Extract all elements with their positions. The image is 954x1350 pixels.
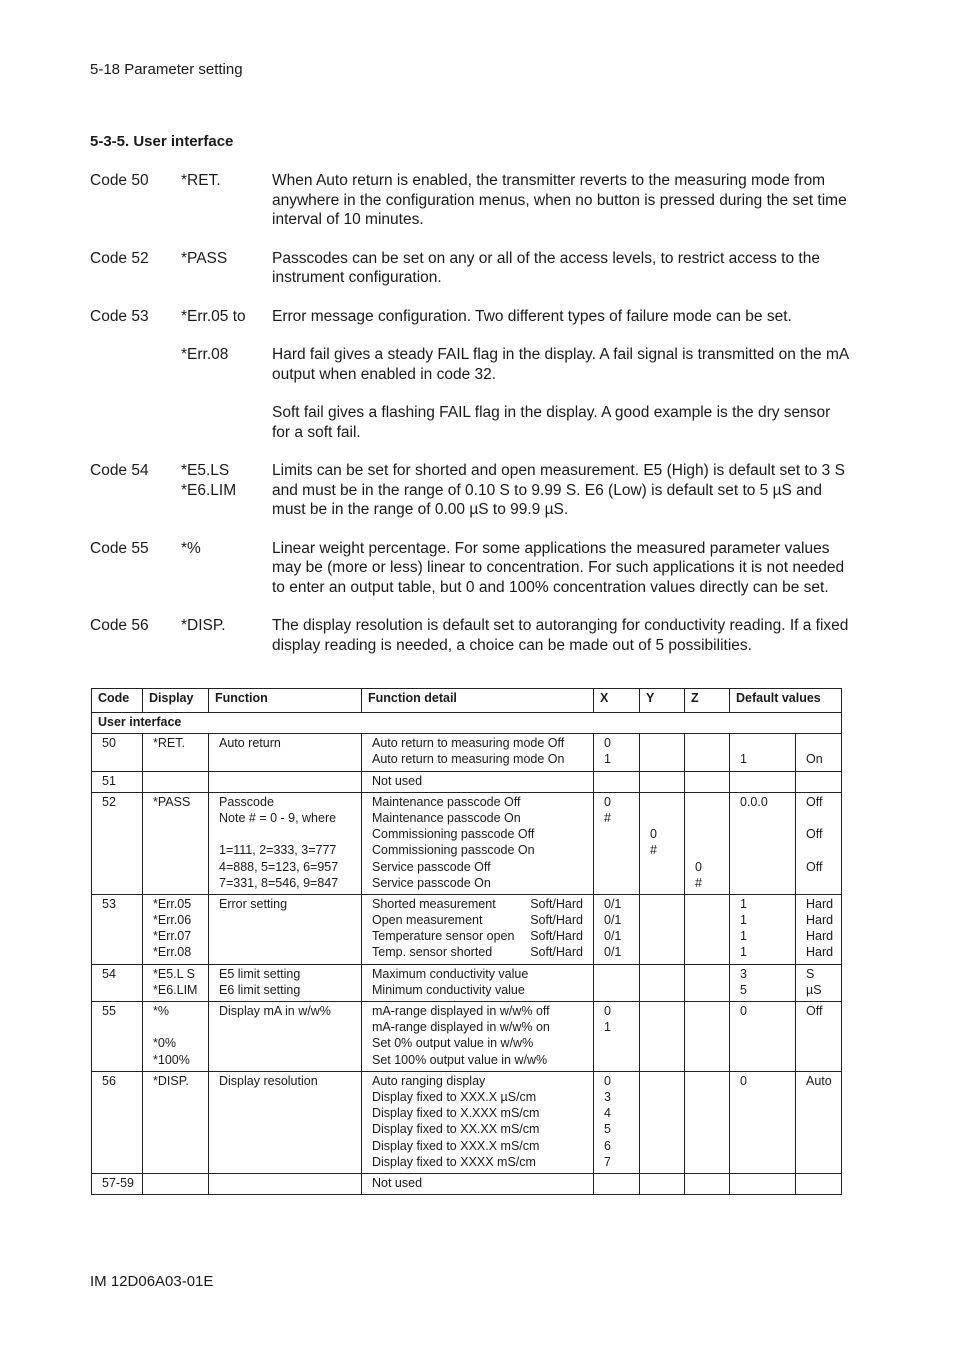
cell-line: *100% bbox=[153, 1052, 190, 1067]
table-header-row bbox=[92, 689, 842, 713]
detail-text: Maintenance passcode On bbox=[372, 810, 521, 825]
cell-line: Note # = 0 - 9, where bbox=[219, 810, 337, 825]
cell-z bbox=[685, 964, 730, 1001]
cell-detail bbox=[362, 964, 594, 1001]
detail-line bbox=[372, 1073, 587, 1089]
cell-z bbox=[685, 1173, 730, 1194]
table-section-label: User interface bbox=[92, 713, 842, 734]
column-header: Function bbox=[209, 689, 362, 713]
cell-line: *DISP. bbox=[153, 1073, 189, 1088]
detail-line bbox=[372, 1105, 587, 1121]
cell-y bbox=[640, 792, 685, 894]
cell-line: 53 bbox=[102, 896, 116, 911]
cell-line: *PASS bbox=[153, 794, 191, 809]
detail-line bbox=[372, 928, 587, 944]
cell-line: 50 bbox=[102, 736, 116, 751]
cell-line: 3 bbox=[604, 1089, 611, 1104]
cell-line bbox=[806, 735, 835, 751]
cell-x bbox=[594, 771, 640, 792]
code-entry bbox=[90, 461, 850, 520]
cell-line: Off bbox=[806, 794, 823, 809]
detail-text: Display fixed to XX.XX mS/cm bbox=[372, 1122, 540, 1137]
cell-line: 0 bbox=[604, 1004, 611, 1019]
cell-line bbox=[806, 842, 835, 858]
cell-y bbox=[640, 1071, 685, 1173]
table-row bbox=[92, 734, 842, 771]
cell-def2 bbox=[796, 1071, 842, 1173]
cell-function bbox=[209, 771, 362, 792]
cell-line: Hard bbox=[806, 945, 834, 960]
detail-line bbox=[372, 944, 587, 960]
code-description bbox=[272, 345, 850, 442]
code-description bbox=[272, 539, 850, 598]
code-number: Code 54 bbox=[90, 462, 149, 479]
description-paragraph: Error message configuration. Two different types of failure mode can be set. bbox=[272, 307, 792, 325]
cell-x bbox=[594, 1071, 640, 1173]
cell-line: 56 bbox=[102, 1073, 116, 1088]
cell-y bbox=[640, 771, 685, 792]
detail-line bbox=[372, 912, 587, 928]
detail-text: Set 0% output value in w/w% bbox=[372, 1036, 534, 1051]
cell-line: 1 bbox=[740, 913, 747, 928]
detail-option: Soft/Hard bbox=[530, 896, 583, 911]
cell-line: *0% bbox=[153, 1036, 176, 1051]
cell-line: Error setting bbox=[219, 896, 288, 911]
description-paragraph: The display resolution is default set to autoranging for conductivity reading. If a fixed display reading is needed, a choice can be made out of 5 possibilities. bbox=[272, 617, 849, 654]
cell-line: Hard bbox=[806, 913, 834, 928]
cell-line: # bbox=[604, 810, 611, 825]
code-description bbox=[272, 249, 850, 288]
cell-line: *% bbox=[153, 1004, 169, 1019]
detail-line bbox=[372, 1175, 587, 1191]
cell-x bbox=[594, 894, 640, 964]
cell-line: *RET. bbox=[153, 736, 185, 751]
cell-line bbox=[695, 826, 723, 842]
cell-display bbox=[143, 1071, 209, 1173]
cell-line: Passcode bbox=[219, 794, 274, 809]
cell-z bbox=[685, 894, 730, 964]
cell-line: 54 bbox=[102, 966, 116, 981]
detail-line bbox=[372, 875, 587, 891]
detail-line bbox=[372, 773, 587, 789]
detail-text: Auto return to measuring mode Off bbox=[372, 736, 565, 751]
code-key: *RET. bbox=[181, 172, 221, 189]
cell-function bbox=[209, 1002, 362, 1072]
cell-def1 bbox=[730, 964, 796, 1001]
cell-line: Hard bbox=[806, 896, 834, 911]
cell-line: *Err.08 bbox=[153, 945, 192, 960]
detail-text: mA-range displayed in w/w% on bbox=[372, 1020, 550, 1035]
cell-line: Display resolution bbox=[219, 1073, 318, 1088]
detail-line bbox=[372, 1121, 587, 1137]
cell-y bbox=[640, 1173, 685, 1194]
detail-text: Display fixed to XXXX mS/cm bbox=[372, 1154, 536, 1169]
detail-line bbox=[372, 735, 587, 751]
cell-line: 0 bbox=[604, 794, 611, 809]
detail-text: Open measurement bbox=[372, 913, 483, 928]
cell-line: 0 bbox=[740, 1004, 747, 1019]
detail-line bbox=[372, 1089, 587, 1105]
cell-def1 bbox=[730, 792, 796, 894]
description-paragraph: When Auto return is enabled, the transmitter reverts to the measuring mode from anywhere in the configuration menus, when no button is pressed during the set time interval of 10 minutes. bbox=[272, 172, 847, 228]
cell-display bbox=[143, 1173, 209, 1194]
cell-line: Off bbox=[806, 827, 823, 842]
cell-x bbox=[594, 1002, 640, 1072]
cell-def2 bbox=[796, 1173, 842, 1194]
detail-text: Minimum conductivity value bbox=[372, 982, 525, 997]
cell-line: S bbox=[806, 966, 815, 981]
description-paragraph: Passcodes can be set on any or all of the access levels, to restrict access to the instrument configuration. bbox=[272, 249, 820, 286]
column-header: X bbox=[594, 689, 640, 713]
cell-line: E6 limit setting bbox=[219, 982, 301, 997]
cell-line: *Err.07 bbox=[153, 929, 192, 944]
cell-def1 bbox=[730, 1173, 796, 1194]
cell-display bbox=[143, 894, 209, 964]
code-description bbox=[272, 307, 850, 327]
cell-line: 0/1 bbox=[604, 913, 622, 928]
detail-text: Display fixed to X.XXX mS/cm bbox=[372, 1106, 540, 1121]
cell-def2 bbox=[796, 964, 842, 1001]
table-row bbox=[92, 1071, 842, 1173]
code-number: Code 56 bbox=[90, 617, 149, 634]
cell-line: 5 bbox=[604, 1122, 611, 1137]
cell-x bbox=[594, 1173, 640, 1194]
cell-line: 55 bbox=[102, 1004, 116, 1019]
cell-y bbox=[640, 734, 685, 771]
code-key: *E5.LS *E6.LIM bbox=[181, 462, 237, 499]
cell-line: 3 bbox=[740, 966, 747, 981]
cell-def2 bbox=[796, 771, 842, 792]
description-paragraph: Linear weight percentage. For some applications the measured parameter values may be (more or less) linear to concentration. For such applications it is not needed to enter an output table, but 0 and 100% concentration values directly can be set. bbox=[272, 539, 845, 596]
cell-display bbox=[143, 964, 209, 1001]
cell-line: 6 bbox=[604, 1138, 611, 1153]
cell-line: 1 bbox=[740, 945, 747, 960]
detail-line bbox=[372, 1154, 587, 1170]
table-section-row bbox=[92, 713, 842, 734]
cell-line: Auto bbox=[806, 1073, 832, 1088]
cell-def2 bbox=[796, 734, 842, 771]
cell-line: # bbox=[695, 875, 702, 890]
cell-x bbox=[594, 734, 640, 771]
detail-line bbox=[372, 966, 587, 982]
table-row bbox=[92, 792, 842, 894]
cell-line: 1 bbox=[740, 752, 747, 767]
cell-detail bbox=[362, 771, 594, 792]
detail-text: Temp. sensor shorted bbox=[372, 945, 493, 960]
detail-text: Temperature sensor open bbox=[372, 929, 515, 944]
detail-option: Soft/Hard bbox=[530, 929, 583, 944]
cell-line: 0 bbox=[604, 1073, 611, 1088]
detail-option: Soft/Hard bbox=[530, 913, 583, 928]
cell-line: 1 bbox=[604, 752, 611, 767]
table-row bbox=[92, 771, 842, 792]
column-header: Code bbox=[92, 689, 143, 713]
detail-text: Display fixed to XXX.X mS/cm bbox=[372, 1138, 540, 1153]
cell-function bbox=[209, 1071, 362, 1173]
detail-text: Commissioning passcode On bbox=[372, 843, 535, 858]
cell-def1 bbox=[730, 771, 796, 792]
cell-line: Auto return bbox=[219, 736, 281, 751]
cell-line: 0/1 bbox=[604, 896, 622, 911]
cell-line: 0 bbox=[604, 736, 611, 751]
table-row bbox=[92, 1002, 842, 1072]
column-header: Y bbox=[640, 689, 685, 713]
detail-text: mA-range displayed in w/w% off bbox=[372, 1004, 550, 1019]
cell-def2 bbox=[796, 894, 842, 964]
parameter-table bbox=[91, 688, 842, 1195]
detail-text: Shorted measurement bbox=[372, 896, 496, 911]
cell-code bbox=[92, 894, 143, 964]
detail-text: Maximum conductivity value bbox=[372, 966, 529, 981]
cell-code bbox=[92, 1071, 143, 1173]
cell-line bbox=[695, 810, 723, 826]
cell-detail bbox=[362, 792, 594, 894]
table-row bbox=[92, 1173, 842, 1194]
code-number: Code 52 bbox=[90, 249, 149, 267]
cell-line: 7 bbox=[604, 1154, 611, 1169]
cell-z bbox=[685, 1071, 730, 1173]
detail-text: Auto return to measuring mode On bbox=[372, 752, 565, 767]
table-row bbox=[92, 964, 842, 1001]
cell-line: 0/1 bbox=[604, 945, 622, 960]
code-key: *Err.08 bbox=[181, 346, 229, 363]
cell-def1 bbox=[730, 1071, 796, 1173]
cell-line bbox=[806, 810, 835, 826]
cell-function bbox=[209, 734, 362, 771]
cell-z bbox=[685, 792, 730, 894]
cell-line: 1=111, 2=333, 3=777 bbox=[219, 843, 337, 858]
table-row bbox=[92, 894, 842, 964]
cell-code bbox=[92, 734, 143, 771]
column-header: Z bbox=[685, 689, 730, 713]
code-entry bbox=[90, 171, 850, 230]
cell-line bbox=[153, 1019, 202, 1035]
detail-text: Service passcode On bbox=[372, 875, 491, 890]
cell-code bbox=[92, 1002, 143, 1072]
code-entry bbox=[90, 539, 850, 598]
cell-line: 0 bbox=[695, 859, 702, 874]
detail-line bbox=[372, 794, 587, 810]
cell-display bbox=[143, 792, 209, 894]
code-description bbox=[272, 461, 850, 520]
cell-line: 57-59 bbox=[102, 1175, 134, 1190]
detail-line bbox=[372, 810, 587, 826]
cell-display bbox=[143, 734, 209, 771]
cell-line bbox=[650, 810, 678, 826]
detail-line bbox=[372, 842, 587, 858]
description-paragraph: Hard fail gives a steady FAIL flag in the display. A fail signal is transmitted on the mA output when enabled in code 32. bbox=[272, 346, 849, 383]
detail-text: Set 100% output value in w/w% bbox=[372, 1052, 548, 1067]
detail-line bbox=[372, 1019, 587, 1035]
cell-code bbox=[92, 792, 143, 894]
column-header: Default values bbox=[730, 689, 842, 713]
cell-x bbox=[594, 792, 640, 894]
detail-line bbox=[372, 896, 587, 912]
code-entry bbox=[90, 345, 850, 442]
cell-display bbox=[143, 771, 209, 792]
detail-line bbox=[372, 1035, 587, 1051]
cell-line: 0/1 bbox=[604, 929, 622, 944]
cell-z bbox=[685, 1002, 730, 1072]
description-paragraph: Soft fail gives a flashing FAIL flag in the display. A good example is the dry sensor for a soft fail. bbox=[272, 404, 831, 441]
code-key: *Err.05 to bbox=[181, 307, 246, 325]
cell-line bbox=[650, 794, 678, 810]
section-title: 5-3-5. User interface bbox=[90, 133, 234, 150]
cell-line: 7=331, 8=546, 9=847 bbox=[219, 875, 339, 890]
code-key: *% bbox=[181, 539, 201, 557]
cell-line bbox=[740, 735, 789, 751]
code-key: *PASS bbox=[181, 249, 228, 267]
cell-function bbox=[209, 1173, 362, 1194]
cell-line: 1 bbox=[604, 1020, 611, 1035]
cell-detail bbox=[362, 734, 594, 771]
cell-line: 0 bbox=[740, 1073, 747, 1088]
cell-display bbox=[143, 1002, 209, 1072]
cell-detail bbox=[362, 1071, 594, 1173]
detail-text: Display fixed to XXX.X µS/cm bbox=[372, 1089, 537, 1104]
cell-y bbox=[640, 964, 685, 1001]
code-number bbox=[90, 345, 181, 442]
cell-line: 1 bbox=[740, 929, 747, 944]
cell-line: 0.0.0 bbox=[740, 794, 768, 809]
page-header: 5-18 Parameter setting bbox=[90, 61, 243, 78]
cell-z bbox=[685, 771, 730, 792]
detail-line bbox=[372, 1138, 587, 1154]
cell-line: E5 limit setting bbox=[219, 966, 301, 981]
cell-code bbox=[92, 1173, 143, 1194]
detail-text: Maintenance passcode Off bbox=[372, 794, 521, 809]
description-paragraph: Limits can be set for shorted and open measurement. E5 (High) is default set to 3 S and must be in the range of 0.10 S to 9.99 S. E6 (Low) is default set to 5 µS and must be in the range of 0.00 µS to 99.9 µS. bbox=[272, 462, 845, 518]
cell-line: *Err.05 bbox=[153, 896, 192, 911]
cell-line: µS bbox=[806, 982, 822, 997]
cell-def2 bbox=[796, 1002, 842, 1072]
code-description bbox=[272, 616, 850, 655]
detail-text: Auto ranging display bbox=[372, 1073, 486, 1088]
column-header: Function detail bbox=[362, 689, 594, 713]
cell-line: On bbox=[806, 752, 823, 767]
cell-line: Hard bbox=[806, 929, 834, 944]
cell-code bbox=[92, 964, 143, 1001]
code-descriptions bbox=[90, 171, 850, 655]
column-header: Display bbox=[143, 689, 209, 713]
cell-line bbox=[695, 842, 723, 858]
cell-def1 bbox=[730, 894, 796, 964]
cell-line: 4=888, 5=123, 6=957 bbox=[219, 859, 339, 874]
cell-line: 51 bbox=[102, 773, 116, 788]
code-entry bbox=[90, 307, 850, 327]
cell-line: 4 bbox=[604, 1106, 611, 1121]
cell-line bbox=[695, 794, 723, 810]
detail-text: Commissioning passcode Off bbox=[372, 827, 535, 842]
code-number: Code 55 bbox=[90, 539, 149, 557]
cell-function bbox=[209, 964, 362, 1001]
cell-function bbox=[209, 894, 362, 964]
cell-def1 bbox=[730, 734, 796, 771]
detail-text: Service passcode Off bbox=[372, 859, 491, 874]
cell-line: # bbox=[650, 843, 657, 858]
cell-line: 52 bbox=[102, 794, 116, 809]
cell-detail bbox=[362, 1002, 594, 1072]
cell-line: Off bbox=[806, 859, 823, 874]
detail-line bbox=[372, 751, 587, 767]
code-description bbox=[272, 171, 850, 230]
cell-detail bbox=[362, 894, 594, 964]
code-key: *DISP. bbox=[181, 617, 226, 634]
detail-line bbox=[372, 1052, 587, 1068]
detail-text: Not used bbox=[372, 773, 423, 788]
code-number: Code 53 bbox=[90, 307, 149, 325]
cell-line: *Err.06 bbox=[153, 913, 192, 928]
cell-line: 0 bbox=[650, 827, 657, 842]
cell-def1 bbox=[730, 1002, 796, 1072]
code-number: Code 50 bbox=[90, 172, 149, 189]
cell-x bbox=[594, 964, 640, 1001]
cell-line: Off bbox=[806, 1004, 823, 1019]
cell-y bbox=[640, 1002, 685, 1072]
cell-line bbox=[219, 826, 355, 842]
cell-line: 5 bbox=[740, 982, 747, 997]
cell-y bbox=[640, 894, 685, 964]
detail-line bbox=[372, 1003, 587, 1019]
cell-line: Display mA in w/w% bbox=[219, 1004, 331, 1019]
detail-line bbox=[372, 982, 587, 998]
cell-detail bbox=[362, 1173, 594, 1194]
cell-function bbox=[209, 792, 362, 894]
cell-line: *E5.L S bbox=[153, 966, 195, 981]
cell-z bbox=[685, 734, 730, 771]
detail-line bbox=[372, 859, 587, 875]
code-entry bbox=[90, 616, 850, 655]
detail-text: Not used bbox=[372, 1175, 423, 1190]
detail-line bbox=[372, 826, 587, 842]
page-footer: IM 12D06A03-01E bbox=[90, 1273, 214, 1290]
cell-code bbox=[92, 771, 143, 792]
cell-def2 bbox=[796, 792, 842, 894]
cell-line: 1 bbox=[740, 896, 747, 911]
cell-line: *E6.LIM bbox=[153, 982, 198, 997]
detail-option: Soft/Hard bbox=[530, 945, 583, 960]
code-entry bbox=[90, 249, 850, 288]
